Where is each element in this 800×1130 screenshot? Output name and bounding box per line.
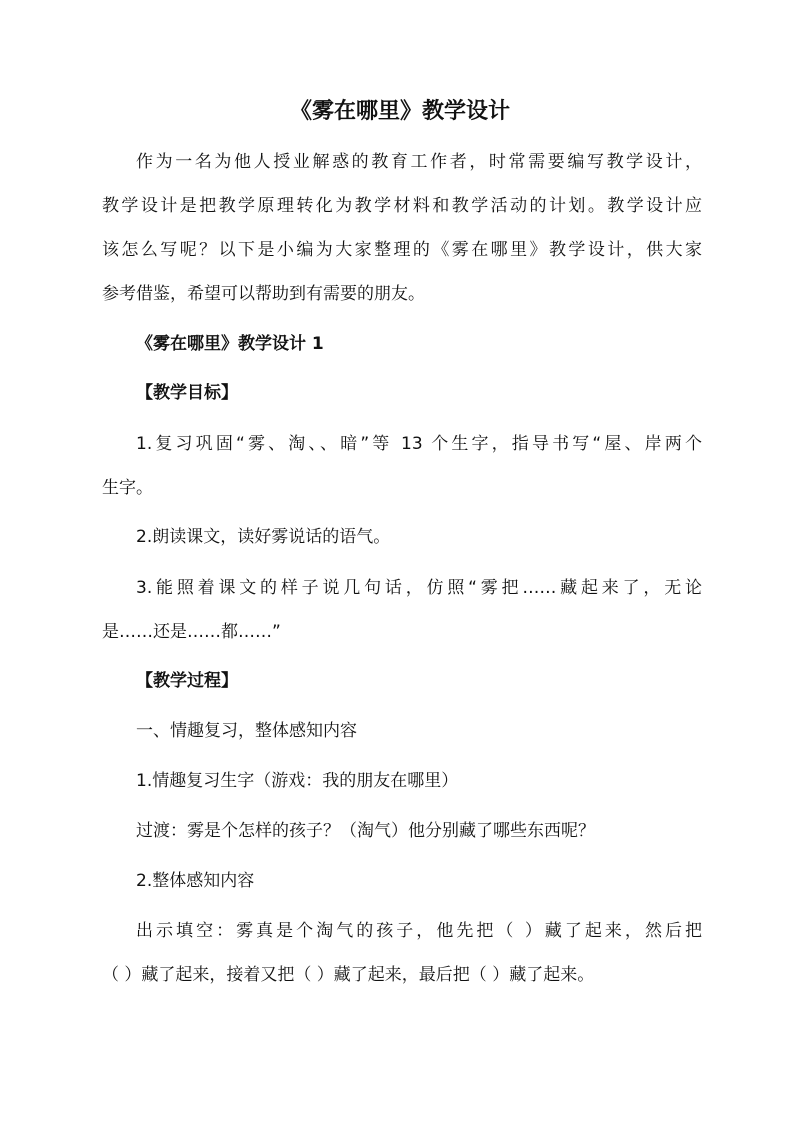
section-heading: 《雾在哪里》教学设计 1 bbox=[136, 334, 324, 354]
objective-1-line: 1.复习巩固“雾、淘、、暗”等 13 个生字，指导书写“屋、岸两个 bbox=[136, 434, 702, 454]
objective-3-line: 3.能照着课文的样子说几句话，仿照“雾把……藏起来了，无论 bbox=[136, 578, 702, 598]
process-heading: 【教学过程】 bbox=[136, 671, 238, 691]
intro-line: 作为一名为他人授业解惑的教育工作者，时常需要编写教学设计， bbox=[136, 152, 702, 172]
step-1-item-1: 1.情趣复习生字（游戏：我的朋友在哪里） bbox=[136, 771, 459, 791]
document-title: 《雾在哪里》教学设计 bbox=[289, 99, 510, 124]
step-1-heading: 一、情趣复习，整体感知内容 bbox=[136, 721, 357, 741]
fill-blank-line: 出示填空：雾真是个淘气的孩子，他先把（ ）藏了起来，然后把 bbox=[136, 921, 702, 941]
intro-line: 参考借鉴，希望可以帮助到有需要的朋友。 bbox=[102, 284, 425, 304]
transition-text: 过渡：雾是个怎样的孩子？（淘气）他分别藏了哪些东西呢？ bbox=[136, 821, 595, 841]
fill-blank-line: （ ）藏了起来，接着又把（ ）藏了起来，最后把（ ）藏了起来。 bbox=[102, 965, 595, 985]
objective-1-line: 生字。 bbox=[102, 478, 153, 498]
objective-3-line: 是……还是……都……” bbox=[102, 622, 281, 642]
intro-line: 该怎么写呢？以下是小编为大家整理的《雾在哪里》教学设计，供大家 bbox=[102, 240, 702, 260]
intro-line: 教学设计是把教学原理转化为教学材料和教学活动的计划。教学设计应 bbox=[102, 196, 702, 216]
objectives-heading: 【教学目标】 bbox=[136, 383, 238, 403]
objective-2: 2.朗读课文，读好雾说话的语气。 bbox=[136, 527, 391, 547]
step-1-item-2: 2.整体感知内容 bbox=[136, 871, 255, 891]
